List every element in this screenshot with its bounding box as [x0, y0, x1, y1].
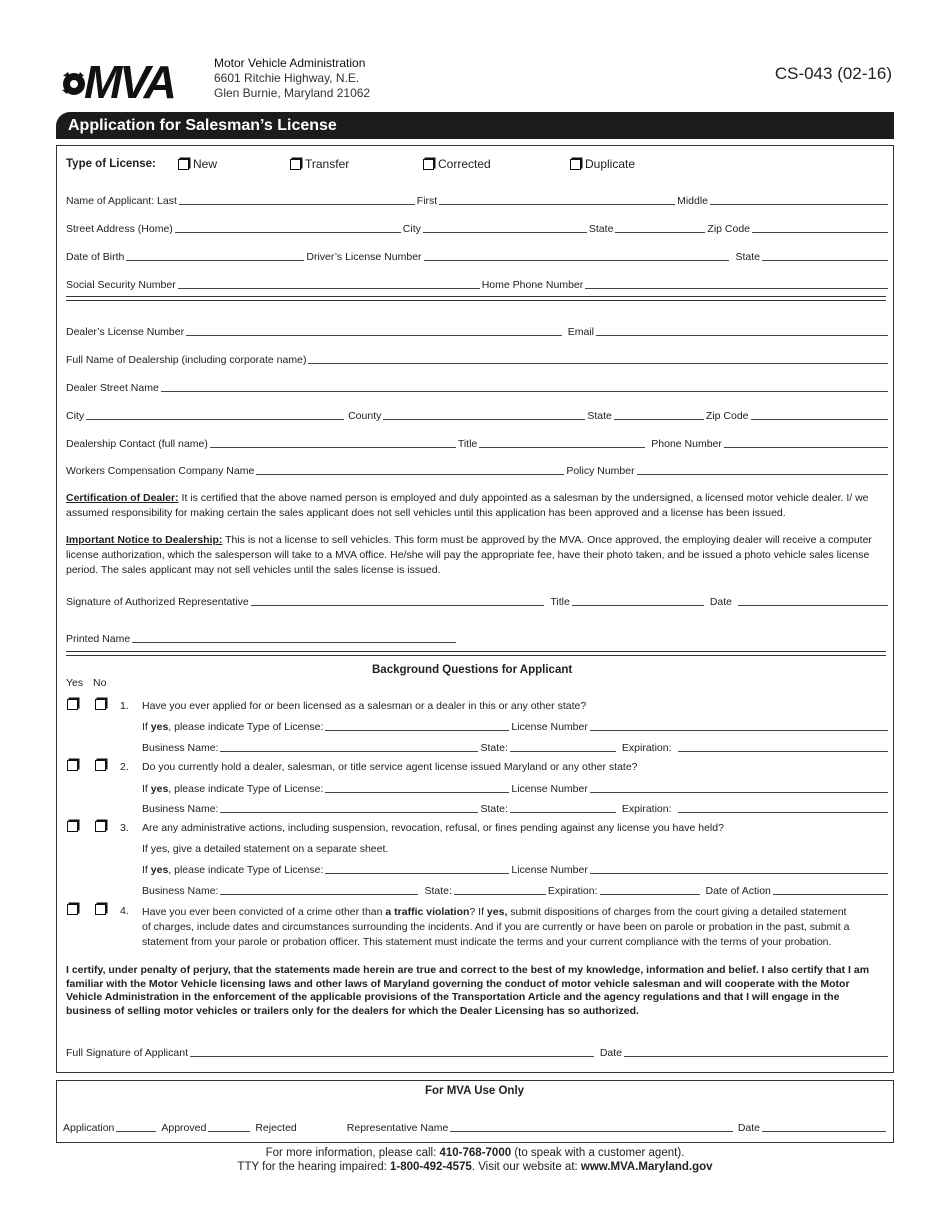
- q3-state-field[interactable]: [454, 893, 546, 895]
- state-label: State: [588, 223, 614, 235]
- q3-license-number-field[interactable]: [590, 872, 888, 874]
- q2-no-checkbox[interactable]: [95, 760, 106, 771]
- dealership-notice: [66, 533, 890, 578]
- dealer-city-row: [66, 408, 890, 422]
- dealer-license-row: [66, 324, 890, 338]
- footer-phone: 410-768-7000: [439, 1147, 512, 1159]
- q2-expiration-label: Expiration:: [621, 803, 672, 815]
- license-duplicate-checkbox[interactable]: [570, 157, 635, 171]
- license-type-label: Type of License:: [66, 158, 156, 170]
- q2-license-number-field[interactable]: [590, 791, 888, 793]
- q3-number: 3.: [120, 822, 129, 834]
- zip-label: Zip Code: [707, 223, 751, 235]
- q1-license-row: [142, 719, 890, 733]
- rep-name-label: Representative Name: [346, 1122, 449, 1134]
- application-label: Application: [63, 1122, 115, 1134]
- mva-date-field[interactable]: [762, 1130, 886, 1132]
- q1-no-checkbox[interactable]: [95, 699, 106, 710]
- q2-license-number-label: License Number: [511, 783, 588, 795]
- contact-field[interactable]: [210, 446, 456, 448]
- policy-field[interactable]: [637, 473, 888, 475]
- certification-text: It is certified that the above named person is employed and duly appointed as a salesman by the undersigned, a licensed motor vehicle dealer. I/ we assumed responsibility for making certain the sales applicant does not sell vehicles until this application has been approved and a license has been issued.: [66, 492, 869, 519]
- application-field[interactable]: [116, 1130, 156, 1132]
- approved-field[interactable]: [208, 1130, 250, 1132]
- footer-tty: 1-800-492-4575: [389, 1161, 472, 1173]
- q2-business-row: [142, 801, 890, 815]
- contact-title-label: Title: [457, 438, 478, 450]
- applicant-dob-row: [66, 249, 890, 263]
- agency-address: [214, 56, 370, 101]
- q3-expiration-label: Expiration:: [547, 885, 598, 897]
- applicant-date-field[interactable]: [624, 1055, 888, 1057]
- mva-logo: [58, 58, 208, 102]
- dealer-state-label: State: [587, 410, 612, 422]
- dealer-street-field[interactable]: [161, 390, 888, 392]
- middle-name-label: Middle: [677, 195, 709, 207]
- section-divider: [66, 651, 886, 656]
- checkbox-icon: [290, 159, 301, 170]
- q1-type-field[interactable]: [325, 729, 509, 731]
- rep-name-field[interactable]: [450, 1130, 732, 1132]
- rep-date-label: Date: [709, 596, 732, 608]
- dealer-license-field[interactable]: [186, 334, 562, 336]
- dl-state-label: State: [735, 251, 760, 263]
- q3-license-number-label: License Number: [511, 864, 588, 876]
- rep-title-field[interactable]: [572, 604, 704, 606]
- dealer-street-label: Dealer Street Name: [66, 382, 159, 394]
- home-phone-field[interactable]: [585, 287, 888, 289]
- dealer-contact-row: [66, 436, 890, 450]
- license-duplicate-label: Duplicate: [585, 157, 636, 171]
- workers-comp-field[interactable]: [256, 473, 564, 475]
- dealer-city-field[interactable]: [86, 418, 344, 420]
- rep-signature-label: Signature of Authorized Representative: [66, 596, 249, 608]
- policy-label: Policy Number: [566, 465, 635, 477]
- mva-use-heading: For MVA Use Only: [425, 1085, 525, 1097]
- q2-text: Do you currently hold a dealer, salesman, or title service agent license issued Maryland or any other state?: [142, 761, 638, 773]
- mva-date-label: Date: [737, 1122, 760, 1134]
- q1-business-label: Business Name:: [142, 742, 219, 754]
- q1-type-label: If yes, please indicate Type of License:: [142, 721, 324, 733]
- street-label: Street Address (Home): [66, 223, 173, 235]
- q1-state-field[interactable]: [510, 750, 616, 752]
- applicant-signature-row: [66, 1045, 890, 1059]
- last-name-field[interactable]: [179, 203, 415, 205]
- rep-signature-row: [66, 594, 890, 608]
- q3-date-action-label: Date of Action: [705, 885, 771, 897]
- q3-business-label: Business Name:: [142, 885, 219, 897]
- dealership-name-field[interactable]: [308, 362, 888, 364]
- zip-field[interactable]: [752, 231, 888, 233]
- q1-expiration-label: Expiration:: [621, 742, 672, 754]
- agency-name: Motor Vehicle Administration: [214, 56, 366, 70]
- dealer-phone-label: Phone Number: [651, 438, 722, 450]
- q2-type-label: If yes, please indicate Type of License:: [142, 783, 324, 795]
- dl-number-field[interactable]: [424, 259, 730, 261]
- license-new-checkbox[interactable]: [178, 157, 217, 171]
- dealer-city-label: City: [66, 410, 85, 422]
- license-transfer-label: Transfer: [305, 157, 350, 171]
- form-number: CS-043 (02-16): [774, 64, 892, 83]
- q1-business-field[interactable]: [220, 750, 478, 752]
- rep-title-label: Title: [550, 596, 570, 608]
- city-field[interactable]: [423, 231, 587, 233]
- dealer-certification: [66, 491, 890, 521]
- applicant-signature-field[interactable]: [190, 1055, 594, 1057]
- checkbox-icon: [178, 159, 189, 170]
- q2-business-label: Business Name:: [142, 803, 219, 815]
- certification-heading: Certification of Dealer:: [66, 492, 179, 504]
- address-line-2: Glen Burnie, Maryland 21062: [214, 86, 371, 100]
- q2-license-row: [142, 781, 890, 795]
- dob-field[interactable]: [126, 259, 304, 261]
- contact-label: Dealership Contact (full name): [66, 438, 208, 450]
- footer-tty-line: TTY for the hearing impaired: 1-800-492-4575. Visit our website at: www.MVA.Maryland.gov: [237, 1161, 713, 1173]
- first-name-label: First: [416, 195, 438, 207]
- q3-date-action-field[interactable]: [773, 893, 888, 895]
- q2-yes-checkbox[interactable]: [67, 760, 78, 771]
- q4-no-checkbox[interactable]: [95, 904, 106, 915]
- q1-number: 1.: [120, 700, 129, 712]
- license-corrected-checkbox[interactable]: [423, 157, 491, 171]
- q2-state-label: State:: [480, 803, 508, 815]
- q3-business-row: [142, 883, 890, 897]
- ssn-field[interactable]: [178, 287, 480, 289]
- printed-name-field[interactable]: [132, 641, 456, 643]
- checkbox-icon: [423, 159, 434, 170]
- state-field[interactable]: [615, 231, 705, 233]
- rep-signature-field[interactable]: [251, 604, 545, 606]
- q3-note: If yes, give a detailed statement on a separate sheet.: [142, 843, 389, 855]
- q2-number: 2.: [120, 761, 129, 773]
- contact-title-field[interactable]: [479, 446, 645, 448]
- printed-name-row: [66, 631, 458, 645]
- dl-number-label: Driver’s License Number: [306, 251, 422, 263]
- notice-text: This is not a license to sell vehicles. This form must be approved by the MVA. Once approved, the employing dealer will receive a computer license authorization, which the salesperson will take to a MVA office. He/she will pay the appropriate fee, have their photo taken, and be issued a photo vehicle sales license period. The sales applicant may not sell vehicles until the sales license is issued.: [66, 534, 872, 576]
- q3-yes-checkbox[interactable]: [67, 821, 78, 832]
- printed-name-label: Printed Name: [66, 633, 131, 645]
- workers-comp-row: [66, 463, 890, 477]
- q2-business-field[interactable]: [220, 811, 478, 813]
- q1-license-number-label: License Number: [511, 721, 588, 733]
- footer-phone-line: For more information, please call: 410-768-7000 (to speak with a customer agent).: [265, 1147, 685, 1159]
- email-label: Email: [567, 326, 594, 338]
- q2-expiration-field[interactable]: [678, 811, 889, 813]
- q1-business-row: [142, 740, 890, 754]
- q2-type-field[interactable]: [325, 791, 509, 793]
- dealer-zip-field[interactable]: [751, 418, 888, 420]
- q3-no-checkbox[interactable]: [95, 821, 106, 832]
- dealership-name-row: [66, 352, 890, 366]
- q1-expiration-field[interactable]: [678, 750, 889, 752]
- applicant-address-row: [66, 221, 890, 235]
- applicant-ssn-row: [66, 277, 890, 291]
- applicant-certification: I certify, under penalty of perjury, that the statements made herein are true and correct to the best of my knowledge, information and belief. I also certify that I am familiar with the Motor Vehicle licensing laws and other laws of Maryland governing the conduct of motor vehicle salesman and will cooperate with the Motor Vehicle Administration in the enforcement of the applicable provisions of the Transportation Article and the agency regulations and that I will engage in the business of selling motor vehicles or trailers only for the dealers for which the Dealer Licensing has so authorized.: [66, 964, 870, 1017]
- license-transfer-checkbox[interactable]: [290, 157, 349, 171]
- dealer-street-row: [66, 380, 890, 394]
- q4-yes-checkbox[interactable]: [67, 904, 78, 915]
- yes-header: Yes: [66, 677, 84, 689]
- address-line-1: 6601 Ritchie Highway, N.E.: [214, 71, 360, 85]
- q3-expiration-field[interactable]: [600, 893, 700, 895]
- q1-text: Have you ever applied for or been licensed as a salesman or a dealer in this or any other state?: [142, 700, 587, 712]
- q4-text: Have you ever been convicted of a crime other than a traffic violation? If yes, submit dispositions of charges from the court giving a detailed statement of charges, include dates and circumstances surrounding the incidents. And if you are currently or have been on parole or probation in the past, submit a statement from your parole or probation officer. This statement must indicate the terms and your current compliance with the terms of your probation.: [142, 906, 850, 948]
- no-header: No: [93, 677, 107, 689]
- last-name-label: Name of Applicant: Last: [66, 195, 177, 207]
- dealership-name-label: Full Name of Dealership (including corporate name): [66, 354, 307, 366]
- dealer-license-label: Dealer’s License Number: [66, 326, 185, 338]
- q3-license-row: [142, 862, 890, 876]
- rejected-label: Rejected: [255, 1122, 297, 1134]
- q4-number: 4.: [120, 905, 129, 917]
- dealer-state-field[interactable]: [614, 418, 704, 420]
- background-heading: Background Questions for Applicant: [372, 664, 573, 676]
- q3-type-field[interactable]: [325, 872, 509, 874]
- dealer-phone-field[interactable]: [724, 446, 888, 448]
- email-field[interactable]: [596, 334, 888, 336]
- q3-text: Are any administrative actions, including suspension, revocation, refusal, or fines pending against any license you have held?: [142, 822, 724, 834]
- approved-label: Approved: [161, 1122, 207, 1134]
- q3-business-field[interactable]: [220, 893, 418, 895]
- middle-name-field[interactable]: [710, 203, 888, 205]
- form-title: Application for Salesman’s License: [56, 112, 894, 139]
- checkbox-icon: [570, 159, 581, 170]
- applicant-signature-label: Full Signature of Applicant: [66, 1047, 188, 1059]
- logo-text: MVA: [84, 58, 174, 102]
- county-label: County: [348, 410, 382, 422]
- county-field[interactable]: [383, 418, 585, 420]
- q3-state-label: State:: [424, 885, 452, 897]
- workers-comp-label: Workers Compensation Company Name: [66, 465, 255, 477]
- rep-date-field[interactable]: [738, 604, 888, 606]
- home-phone-label: Home Phone Number: [481, 279, 584, 291]
- dob-label: Date of Birth: [66, 251, 125, 263]
- license-corrected-label: Corrected: [438, 157, 491, 171]
- license-new-label: New: [193, 157, 218, 171]
- street-field[interactable]: [175, 231, 401, 233]
- footer-website-link[interactable]: www.MVA.Maryland.gov: [580, 1161, 713, 1173]
- dealer-zip-label: Zip Code: [705, 410, 749, 422]
- ssn-label: Social Security Number: [66, 279, 176, 291]
- q1-license-number-field[interactable]: [590, 729, 888, 731]
- section-divider: [66, 296, 886, 301]
- q2-state-field[interactable]: [510, 811, 616, 813]
- mva-use-row: [63, 1120, 888, 1134]
- notice-heading: Important Notice to Dealership:: [66, 534, 223, 546]
- first-name-field[interactable]: [439, 203, 675, 205]
- dl-state-field[interactable]: [762, 259, 888, 261]
- applicant-name-row: [66, 193, 890, 207]
- q1-state-label: State:: [480, 742, 508, 754]
- city-label: City: [402, 223, 421, 235]
- q1-yes-checkbox[interactable]: [67, 699, 78, 710]
- q3-type-label: If yes, please indicate Type of License:: [142, 864, 324, 876]
- applicant-date-label: Date: [599, 1047, 622, 1059]
